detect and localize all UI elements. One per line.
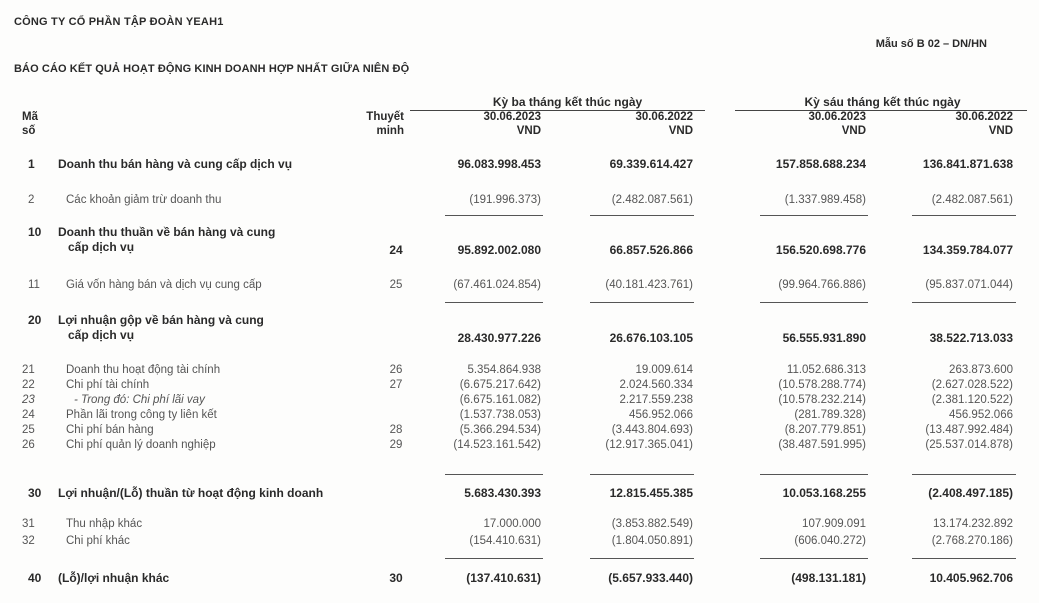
cell-h1-2022: (25.537.014.878) [925,439,1013,451]
row-label: Chi phí khác [66,535,130,547]
header-note-line1: Thuyết [366,111,404,123]
cell-q2-2023: 28.430.977.226 [457,331,541,345]
cell-q2-2022: (5.657.933.440) [608,571,693,585]
sum-line [445,474,543,475]
row-label: Lợi nhuận/(Lỗ) thuần từ hoạt động kinh doanh [58,486,324,500]
cell-h1-2022: 456.952.066 [949,409,1013,421]
cell-h1-2023: (281.789.328) [794,409,866,421]
sum-line [590,302,694,303]
row-label-line1: Doanh thu thuần về bán hàng và cung [58,225,276,239]
row-note: 29 [389,439,403,451]
header-col-2-date: 30.06.2022 [635,111,693,123]
sum-line [760,302,868,303]
table-row [0,439,1039,453]
header-col-1-unit: VND [516,125,541,137]
row-note: 28 [389,424,403,436]
row-code: 20 [28,313,42,327]
row-code: 31 [22,518,35,530]
header-code-line1: Mã [22,111,38,123]
cell-h1-2022: (95.837.071.044) [925,279,1013,291]
row-code: 22 [22,379,35,391]
row-note: 27 [389,379,403,391]
sum-line [590,215,694,216]
row-label: Doanh thu hoạt động tài chính [66,364,221,376]
row-label: Các khoản giảm trừ doanh thu [66,194,222,206]
row-code: 30 [28,486,42,500]
sum-line [760,474,868,475]
group-header-six-months: Kỳ sáu tháng kết thúc ngày [804,95,961,109]
cell-q2-2022: 66.857.526.866 [609,243,693,257]
cell-q2-2022: (3.443.804.693) [611,424,693,436]
row-code: 25 [22,424,35,436]
cell-h1-2023: 156.520.698.776 [775,243,866,257]
row-label-line2: cấp dịch vụ [68,240,135,254]
sum-line [912,302,1016,303]
cell-h1-2023: (498.131.181) [791,571,866,585]
row-label [58,225,275,255]
row-label [58,313,264,343]
sum-line [760,215,868,216]
row-code: 32 [22,535,35,547]
cell-h1-2023: (99.964.766.886) [778,279,866,291]
cell-h1-2023: (606.040.272) [794,535,866,547]
table-row [0,424,1039,438]
cell-q2-2022: 2.217.559.238 [619,394,693,406]
cell-q2-2022: (2.482.087.561) [611,194,693,206]
cell-h1-2022: (2.482.087.561) [931,194,1013,206]
company-name: CÔNG TY CỔ PHẦN TẬP ĐOÀN YEAH1 [14,16,224,28]
cell-q2-2022: 12.815.455.385 [609,486,693,500]
sum-line [445,558,543,559]
cell-h1-2022: 13.174.232.892 [933,518,1013,530]
header-code-line2: số [22,125,36,137]
table-row [0,409,1039,423]
row-code: 2 [28,194,35,206]
cell-h1-2022: (2.381.120.522) [931,394,1013,406]
cell-h1-2022: 263.873.600 [949,364,1013,376]
row-label-line2: cấp dịch vụ [68,328,135,342]
report-title: BÁO CÁO KẾT QUẢ HOẠT ĐỘNG KINH DOANH HỢP NHẤT GIỮA NIÊN ĐỘ [14,63,410,75]
row-note: 25 [389,279,403,291]
cell-q2-2023: (1.537.738.053) [459,409,541,421]
sum-line [590,474,694,475]
cell-h1-2022: (2.408.497.185) [928,486,1013,500]
sum-line [912,215,1016,216]
header-col-4 [955,110,1013,138]
row-label-line1: Lợi nhuận gộp về bán hàng và cung [58,313,264,327]
cell-q2-2023: (14.523.161.542) [453,439,541,451]
row-label: Phần lãi trong công ty liên kết [66,409,217,421]
sum-line [445,215,543,216]
cell-q2-2022: (3.853.882.549) [611,518,693,530]
row-note: 26 [389,364,403,376]
row-note: 24 [389,243,403,257]
table-row [0,571,1039,587]
cell-q2-2022: 456.952.066 [629,409,693,421]
row-label: Chi phí quản lý doanh nghiệp [66,439,216,451]
sum-line [590,558,694,559]
header-note-line2: minh [376,125,404,137]
row-code: 26 [22,439,35,451]
header-col-1-date: 30.06.2023 [483,111,541,123]
cell-q2-2023: 17.000.000 [483,518,541,530]
group-header-three-months: Kỳ ba tháng kết thúc ngày [492,95,643,109]
cell-q2-2023: (154.410.631) [469,535,541,547]
cell-q2-2023: (6.675.161.082) [459,394,541,406]
cell-q2-2023: (6.675.217.642) [459,379,541,391]
header-code [22,110,38,138]
cell-q2-2022: 2.024.560.334 [619,379,693,391]
header-col-3 [808,110,866,138]
cell-h1-2023: 157.858.688.234 [775,157,866,171]
row-note: 30 [389,571,403,585]
header-col-1 [483,110,541,138]
cell-q2-2022: (1.804.050.891) [611,535,693,547]
header-col-2 [635,110,693,138]
row-label: Chi phí tài chính [66,379,150,391]
cell-q2-2023: (137.410.631) [466,571,541,585]
cell-h1-2022: 10.405.962.706 [929,571,1013,585]
row-code: 11 [28,279,40,291]
header-col-3-unit: VND [841,125,866,137]
row-code: 23 [22,394,35,406]
cell-h1-2022: (13.487.992.484) [925,424,1013,436]
row-label: Chi phí bán hàng [66,424,154,436]
cell-q2-2022: 69.339.614.427 [609,157,693,171]
cell-q2-2023: (191.996.373) [469,194,541,206]
table-row [0,157,1039,173]
row-label: Giá vốn hàng bán và dịch vụ cung cấp [66,279,262,291]
cell-h1-2023: (10.578.288.774) [778,379,866,391]
sum-line [760,558,868,559]
table-row [0,364,1039,378]
cell-h1-2023: (1.337.989.458) [784,194,866,206]
cell-h1-2023: 11.052.686.313 [786,364,866,376]
cell-q2-2023: 5.354.864.938 [467,364,541,376]
header-col-4-unit: VND [988,125,1013,137]
cell-h1-2022: 38.522.713.033 [929,331,1013,345]
cell-q2-2022: 26.676.103.105 [609,331,693,345]
cell-q2-2022: (40.181.423.761) [605,279,693,291]
row-code: 1 [28,157,35,171]
form-code: Mẫu số B 02 – DN/HN [875,38,987,50]
table-row [0,486,1039,502]
table-row [0,535,1039,549]
row-code: 40 [28,571,42,585]
table-row [0,518,1039,532]
header-col-3-date: 30.06.2023 [808,111,866,123]
cell-h1-2023: 56.555.931.890 [782,331,866,345]
cell-q2-2023: (5.366.294.534) [459,424,541,436]
cell-q2-2023: 5.683.430.393 [464,486,541,500]
table-row [0,225,1039,257]
cell-h1-2023: (38.487.591.995) [778,439,866,451]
row-code: 21 [22,364,35,376]
cell-h1-2022: (2.768.270.186) [931,535,1013,547]
cell-h1-2023: (10.578.232.214) [778,394,866,406]
cell-q2-2022: 19.009.614 [635,364,693,376]
table-row [0,313,1039,345]
cell-q2-2023: 96.083.998.453 [457,157,541,171]
sum-line [912,474,1016,475]
cell-h1-2023: (8.207.779.851) [784,424,866,436]
sum-line [912,558,1016,559]
row-code: 24 [22,409,35,421]
cell-q2-2022: (12.917.365.041) [605,439,693,451]
row-label: (Lỗ)/lợi nhuận khác [58,571,170,585]
table-row [0,379,1039,393]
cell-q2-2023: (67.461.024.854) [453,279,541,291]
row-label: Thu nhập khác [66,518,143,530]
table-row [0,394,1039,408]
cell-h1-2023: 10.053.168.255 [782,486,866,500]
table-row [0,279,1039,295]
cell-h1-2023: 107.909.091 [802,518,866,530]
cell-h1-2022: 134.359.784.077 [922,243,1013,257]
header-col-2-unit: VND [668,125,693,137]
cell-h1-2022: (2.627.028.522) [931,379,1013,391]
table-row [0,194,1039,210]
header-col-4-date: 30.06.2022 [955,111,1013,123]
cell-q2-2023: 95.892.002.080 [457,243,541,257]
row-label: Doanh thu bán hàng và cung cấp dịch vụ [58,157,293,171]
row-code: 10 [28,225,42,239]
sum-line [445,302,543,303]
row-label: - Trong đó: Chi phí lãi vay [74,394,205,406]
cell-h1-2022: 136.841.871.638 [922,157,1013,171]
header-note [356,110,404,138]
